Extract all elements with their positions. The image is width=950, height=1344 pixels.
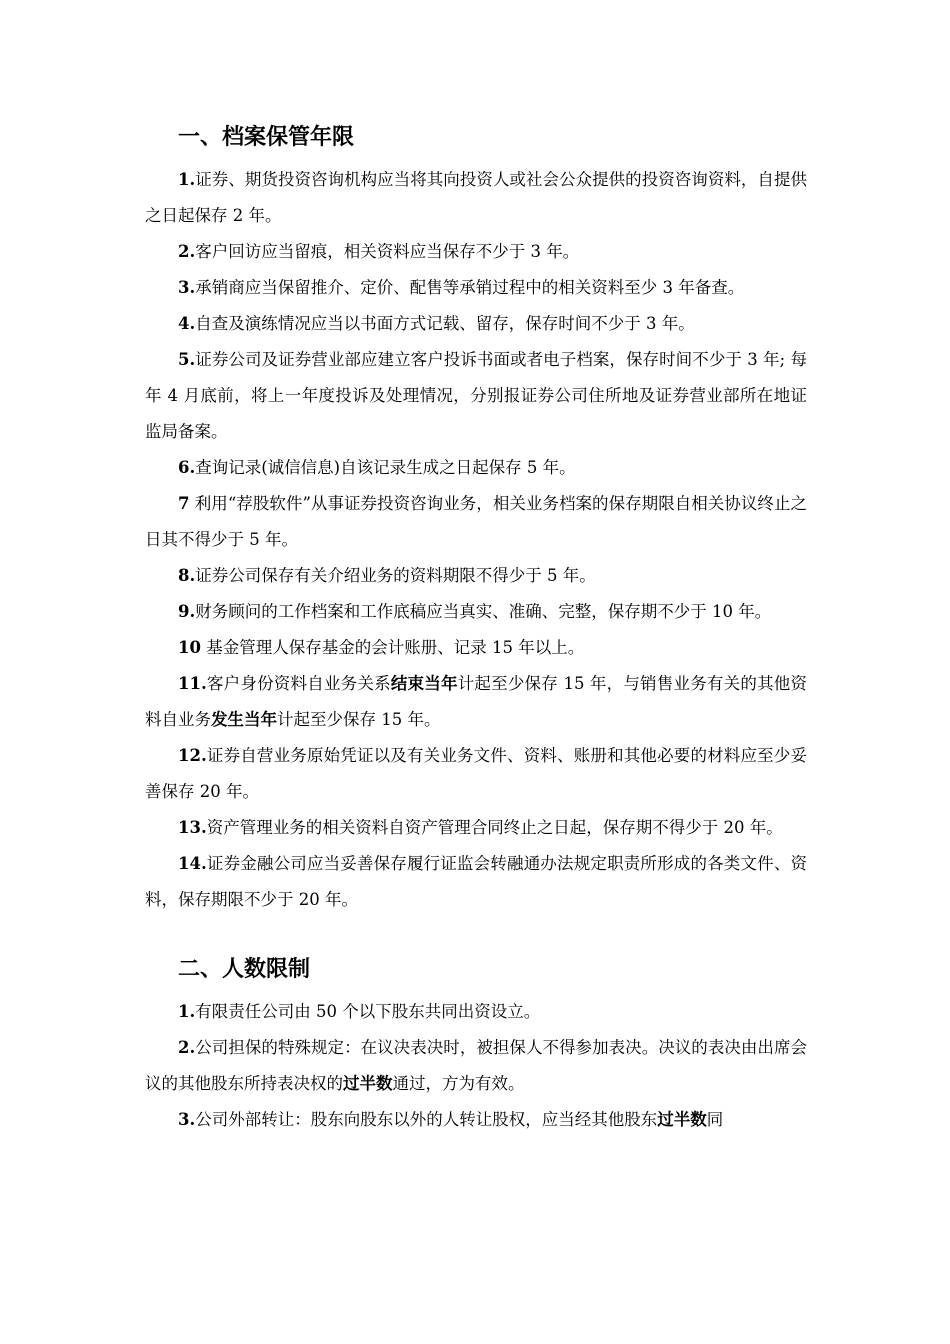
list-item <box>145 162 807 234</box>
item-number: 9. <box>178 602 196 621</box>
item-text: 客户身份资料自业务关系 <box>206 674 391 693</box>
item-text: 计起至少保存 15 年，与销售业务有关的其他资料自业务 <box>145 674 807 729</box>
list-item <box>145 270 807 306</box>
item-number: 8. <box>178 566 196 585</box>
emphasized-text: 过半数 <box>657 1110 707 1129</box>
item-number: 5. <box>178 350 196 369</box>
emphasized-text: 过半数 <box>343 1074 393 1093</box>
emphasized-text: 发生当年 <box>211 710 277 729</box>
item-text: 通过，方为有效。 <box>392 1074 525 1093</box>
item-number: 12. <box>178 746 207 765</box>
list-item <box>145 342 807 450</box>
document-content <box>145 122 807 1138</box>
list-item <box>145 1030 807 1102</box>
item-text: 资产管理业务的相关资料自资产管理合同终止之日起，保存期不得少于 20 年。 <box>206 818 783 837</box>
item-number: 10 <box>178 638 201 657</box>
item-number: 2. <box>178 1038 196 1057</box>
item-number: 1. <box>178 1002 196 1021</box>
list-item <box>145 594 807 630</box>
item-text: 客户回访应当留痕，相关资料应当保存不少于 3 年。 <box>195 242 580 261</box>
list-item <box>145 486 807 558</box>
item-text: 证券公司及证券营业部应建立客户投诉书面或者电子档案，保存时间不少于 3 年; 每年 4 月底前，将上一年度投诉及处理情况，分别报证券公司住所地及证券营业部所在地证监局备案。 <box>145 350 807 441</box>
list-item <box>145 666 807 738</box>
item-text: 查询记录(诚信信息)自该记录生成之日起保存 5 年。 <box>195 458 576 477</box>
item-number: 13. <box>178 818 207 837</box>
item-text: 有限责任公司由 50 个以下股东共同出资设立。 <box>195 1002 541 1021</box>
item-text: 证券金融公司应当妥善保存履行证监会转融通办法规定职责所形成的各类文件、资料，保存期限不少于 20 年。 <box>145 854 807 909</box>
item-text: 基金管理人保存基金的会计账册、记录 15 年以上。 <box>200 638 585 657</box>
item-number: 2. <box>178 242 196 261</box>
item-number: 14. <box>178 854 207 873</box>
list-item <box>145 558 807 594</box>
list-item <box>145 234 807 270</box>
list-item <box>145 1102 807 1138</box>
item-text: 承销商应当保留推介、定价、配售等承销过程中的相关资料至少 3 年备查。 <box>195 278 745 297</box>
item-number: 11. <box>178 674 207 693</box>
item-text: 证券、期货投资咨询机构应当将其向投资人或社会公众提供的投资咨询资料，自提供之日起保存 2 年。 <box>145 170 807 225</box>
item-text: 同 <box>706 1110 724 1129</box>
list-item <box>145 994 807 1030</box>
item-number: 7 <box>178 494 190 513</box>
item-number: 3. <box>178 278 196 297</box>
list-item <box>145 450 807 486</box>
list-item <box>145 306 807 342</box>
list-item <box>145 846 807 918</box>
item-number: 6. <box>178 458 196 477</box>
item-text: 证券公司保存有关介绍业务的资料期限不得少于 5 年。 <box>195 566 596 585</box>
item-text: 财务顾问的工作档案和工作底稿应当真实、准确、完整，保存期不少于 10 年。 <box>195 602 772 621</box>
item-text: 公司担保的特殊规定：在议决表决时，被担保人不得参加表决。决议的表决由出席会议的其他股东所持表决权的 <box>145 1038 807 1093</box>
list-item <box>145 738 807 810</box>
item-text: 利用“荐股软件”从事证券投资咨询业务，相关业务档案的保存期限自相关协议终止之日其不得少于 5 年。 <box>145 494 807 549</box>
item-text: 公司外部转让：股东向股东以外的人转让股权，应当经其他股东 <box>195 1110 658 1129</box>
section-title: 一、档案保管年限 <box>178 125 355 150</box>
list-item <box>145 810 807 846</box>
item-text: 计起至少保存 15 年。 <box>277 710 441 729</box>
list-item <box>145 630 807 666</box>
item-number: 1. <box>178 170 196 189</box>
item-number: 4. <box>178 314 196 333</box>
item-text: 证券自营业务原始凭证以及有关业务文件、资料、账册和其他必要的材料应至少妥善保存 20 年。 <box>145 746 807 801</box>
item-number: 3. <box>178 1110 196 1129</box>
section-title: 二、人数限制 <box>178 957 311 982</box>
item-text: 自查及演练情况应当以书面方式记载、留存，保存时间不少于 3 年。 <box>195 314 695 333</box>
emphasized-text: 结束当年 <box>390 674 458 693</box>
